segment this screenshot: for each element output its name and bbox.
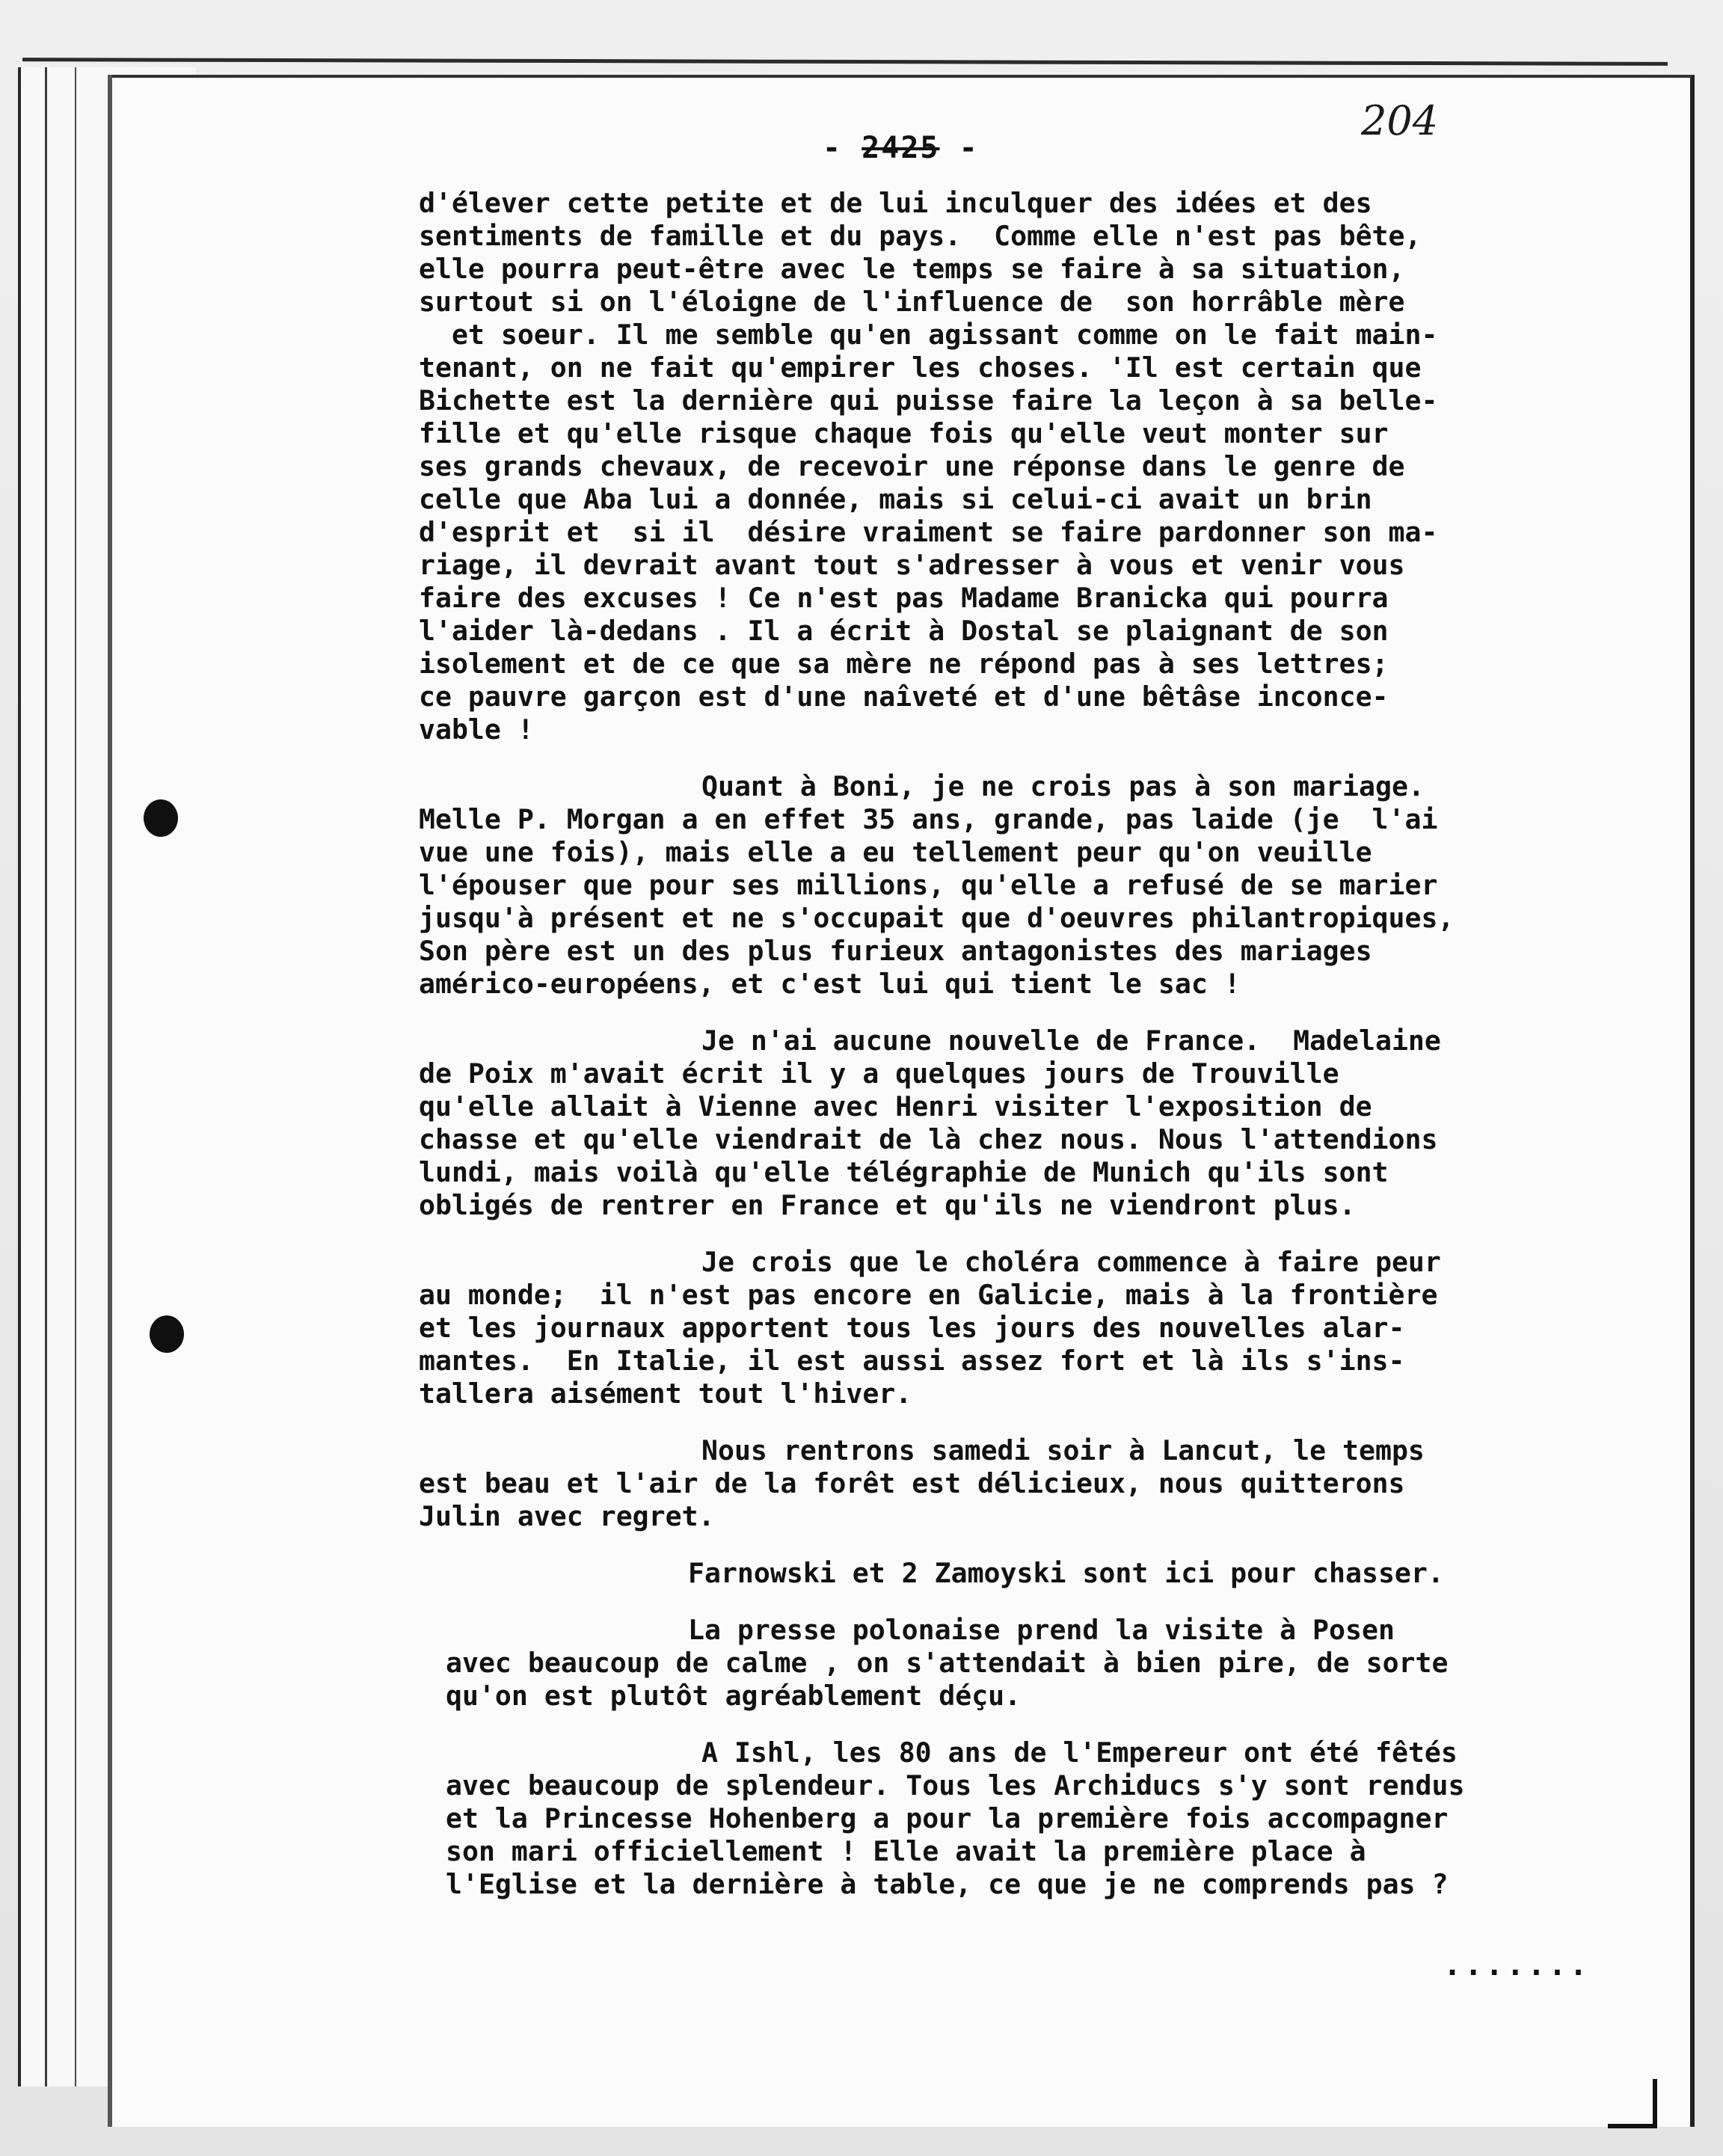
paragraph-2: [419, 770, 1600, 1001]
text-line: avec beaucoup de splendeur. Tous les Archiducs s'y sont rendus: [446, 1769, 1465, 1802]
paragraph-7: [419, 1614, 1600, 1713]
paragraph-4: [419, 1246, 1600, 1410]
text-line: qu'on est plutôt agréablement déçu.: [446, 1680, 1022, 1712]
text-line: Je n'ai aucune nouvelle de France. Madelaine: [701, 1025, 1441, 1057]
text-line: fille et qu'elle risque chaque fois qu'elle veut monter sur: [419, 417, 1389, 449]
text-line: l'aider là-dedans . Il a écrit à Dostal se plaignant de son: [419, 615, 1389, 647]
paragraph-8: [419, 1736, 1600, 1901]
text-line: au monde; il n'est pas encore en Galicie, mais à la frontière: [419, 1279, 1438, 1311]
text-line: tallera aisément tout l'hiver.: [419, 1378, 912, 1410]
punch-hole: [150, 1315, 184, 1353]
text-line: vable !: [419, 713, 534, 746]
text-line: celle que Aba lui a donnée, mais si celui-ci avait un brin: [419, 483, 1372, 515]
text-line: d'élever cette petite et de lui inculquer des idées et des: [419, 187, 1372, 219]
page-number: [823, 131, 979, 165]
text-line: riage, il devrait avant tout s'adresser à vous et venir vous: [419, 549, 1405, 581]
text-line: Bichette est la dernière qui puisse faire la leçon à sa belle-: [419, 384, 1438, 417]
text-line: et la Princesse Hohenberg a pour la première fois accompagner: [446, 1802, 1449, 1834]
text-line: qu'elle allait à Vienne avec Henri visiter l'exposition de: [419, 1090, 1372, 1122]
text-line: La presse polonaise prend la visite à Posen: [688, 1614, 1395, 1646]
text-line: isolement et de ce que sa mère ne répond pas à ses lettres;: [419, 648, 1389, 680]
paragraph-6: [419, 1557, 1600, 1590]
text-line: d'esprit et si il désire vraiment se faire pardonner son ma-: [419, 516, 1438, 548]
text-line: Melle P. Morgan a en effet 35 ans, grande, pas laide (je l'ai: [419, 803, 1438, 835]
text-line: faire des excuses ! Ce n'est pas Madame Branicka qui pourra: [419, 582, 1389, 614]
text-line: ce pauvre garçon est d'une naîveté et d'une bêtâse inconce-: [419, 681, 1389, 713]
text-line: Julin avec regret.: [419, 1500, 715, 1532]
text-line: ses grands chevaux, de recevoir une réponse dans le genre de: [419, 450, 1405, 482]
text-line: tenant, on ne fait qu'empirer les choses. 'Il est certain que: [419, 351, 1422, 384]
handwritten-folio-number: 204: [1361, 97, 1439, 144]
text-line: son mari officiellement ! Elle avait la première place à: [446, 1835, 1366, 1867]
text-line: sentiments de famille et du pays. Comme elle n'est pas bête,: [419, 220, 1422, 252]
text-line: vue une fois), mais elle a eu tellement peur qu'on veuille: [419, 836, 1372, 868]
letter-body: [419, 187, 1600, 1925]
paragraph-5: [419, 1434, 1600, 1533]
text-line: est beau et l'air de la forêt est délicieux, nous quitterons: [419, 1467, 1405, 1499]
text-line: surtout si on l'éloigne de l'influence de son horrâble mère: [419, 286, 1405, 318]
page-number-prefix: -: [823, 131, 862, 165]
text-line: Je crois que le choléra commence à faire peur: [701, 1246, 1441, 1278]
paragraph-1: [419, 187, 1600, 746]
paragraph-3: [419, 1025, 1600, 1222]
text-line: A Ishl, les 80 ans de l'Empereur ont été fêtés: [701, 1736, 1458, 1769]
text-line: l'épouser que pour ses millions, qu'elle a refusé de se marier: [419, 869, 1438, 901]
page-number-suffix: -: [939, 131, 979, 165]
text-line: Nous rentrons samedi soir à Lancut, le temps: [701, 1434, 1425, 1466]
text-line: l'Eglise et la dernière à table, ce que je ne comprends pas ?: [446, 1868, 1449, 1900]
text-line: lundi, mais voilà qu'elle télégraphie de Munich qu'ils sont: [419, 1156, 1389, 1188]
text-line: chasse et qu'elle viendrait de là chez nous. Nous l'attendions: [419, 1123, 1438, 1155]
text-line: et les journaux apportent tous les jours des nouvelles alar-: [419, 1312, 1405, 1344]
continuation-marker: .......: [1443, 1948, 1591, 1983]
text-line: Son père est un des plus furieux antagonistes des mariages: [419, 935, 1372, 967]
text-line: de Poix m'avait écrit il y a quelques jours de Trouville: [419, 1057, 1339, 1090]
text-line: avec beaucoup de calme , on s'attendait à bien pire, de sorte: [446, 1647, 1449, 1679]
text-line: elle pourra peut-être avec le temps se faire à sa situation,: [419, 253, 1405, 285]
text-line: et soeur. Il me semble qu'en agissant comme on le fait main-: [419, 319, 1438, 351]
punch-hole: [144, 799, 178, 837]
text-line: Quant à Boni, je ne crois pas à son mariage.: [701, 770, 1425, 802]
corner-mark: [1608, 2079, 1657, 2128]
text-line: obligés de rentrer en France et qu'ils ne viendront plus.: [419, 1189, 1356, 1221]
text-line: mantes. En Italie, il est aussi assez fort et là ils s'ins-: [419, 1345, 1405, 1377]
text-line: Farnowski et 2 Zamoyski sont ici pour chasser.: [688, 1557, 1444, 1589]
text-line: jusqu'à présent et ne s'occupait que d'oeuvres philantropiques,: [419, 902, 1455, 934]
text-line: américo-européens, et c'est lui qui tient le sac !: [419, 968, 1241, 1000]
page-number-value: 2425: [862, 131, 940, 165]
